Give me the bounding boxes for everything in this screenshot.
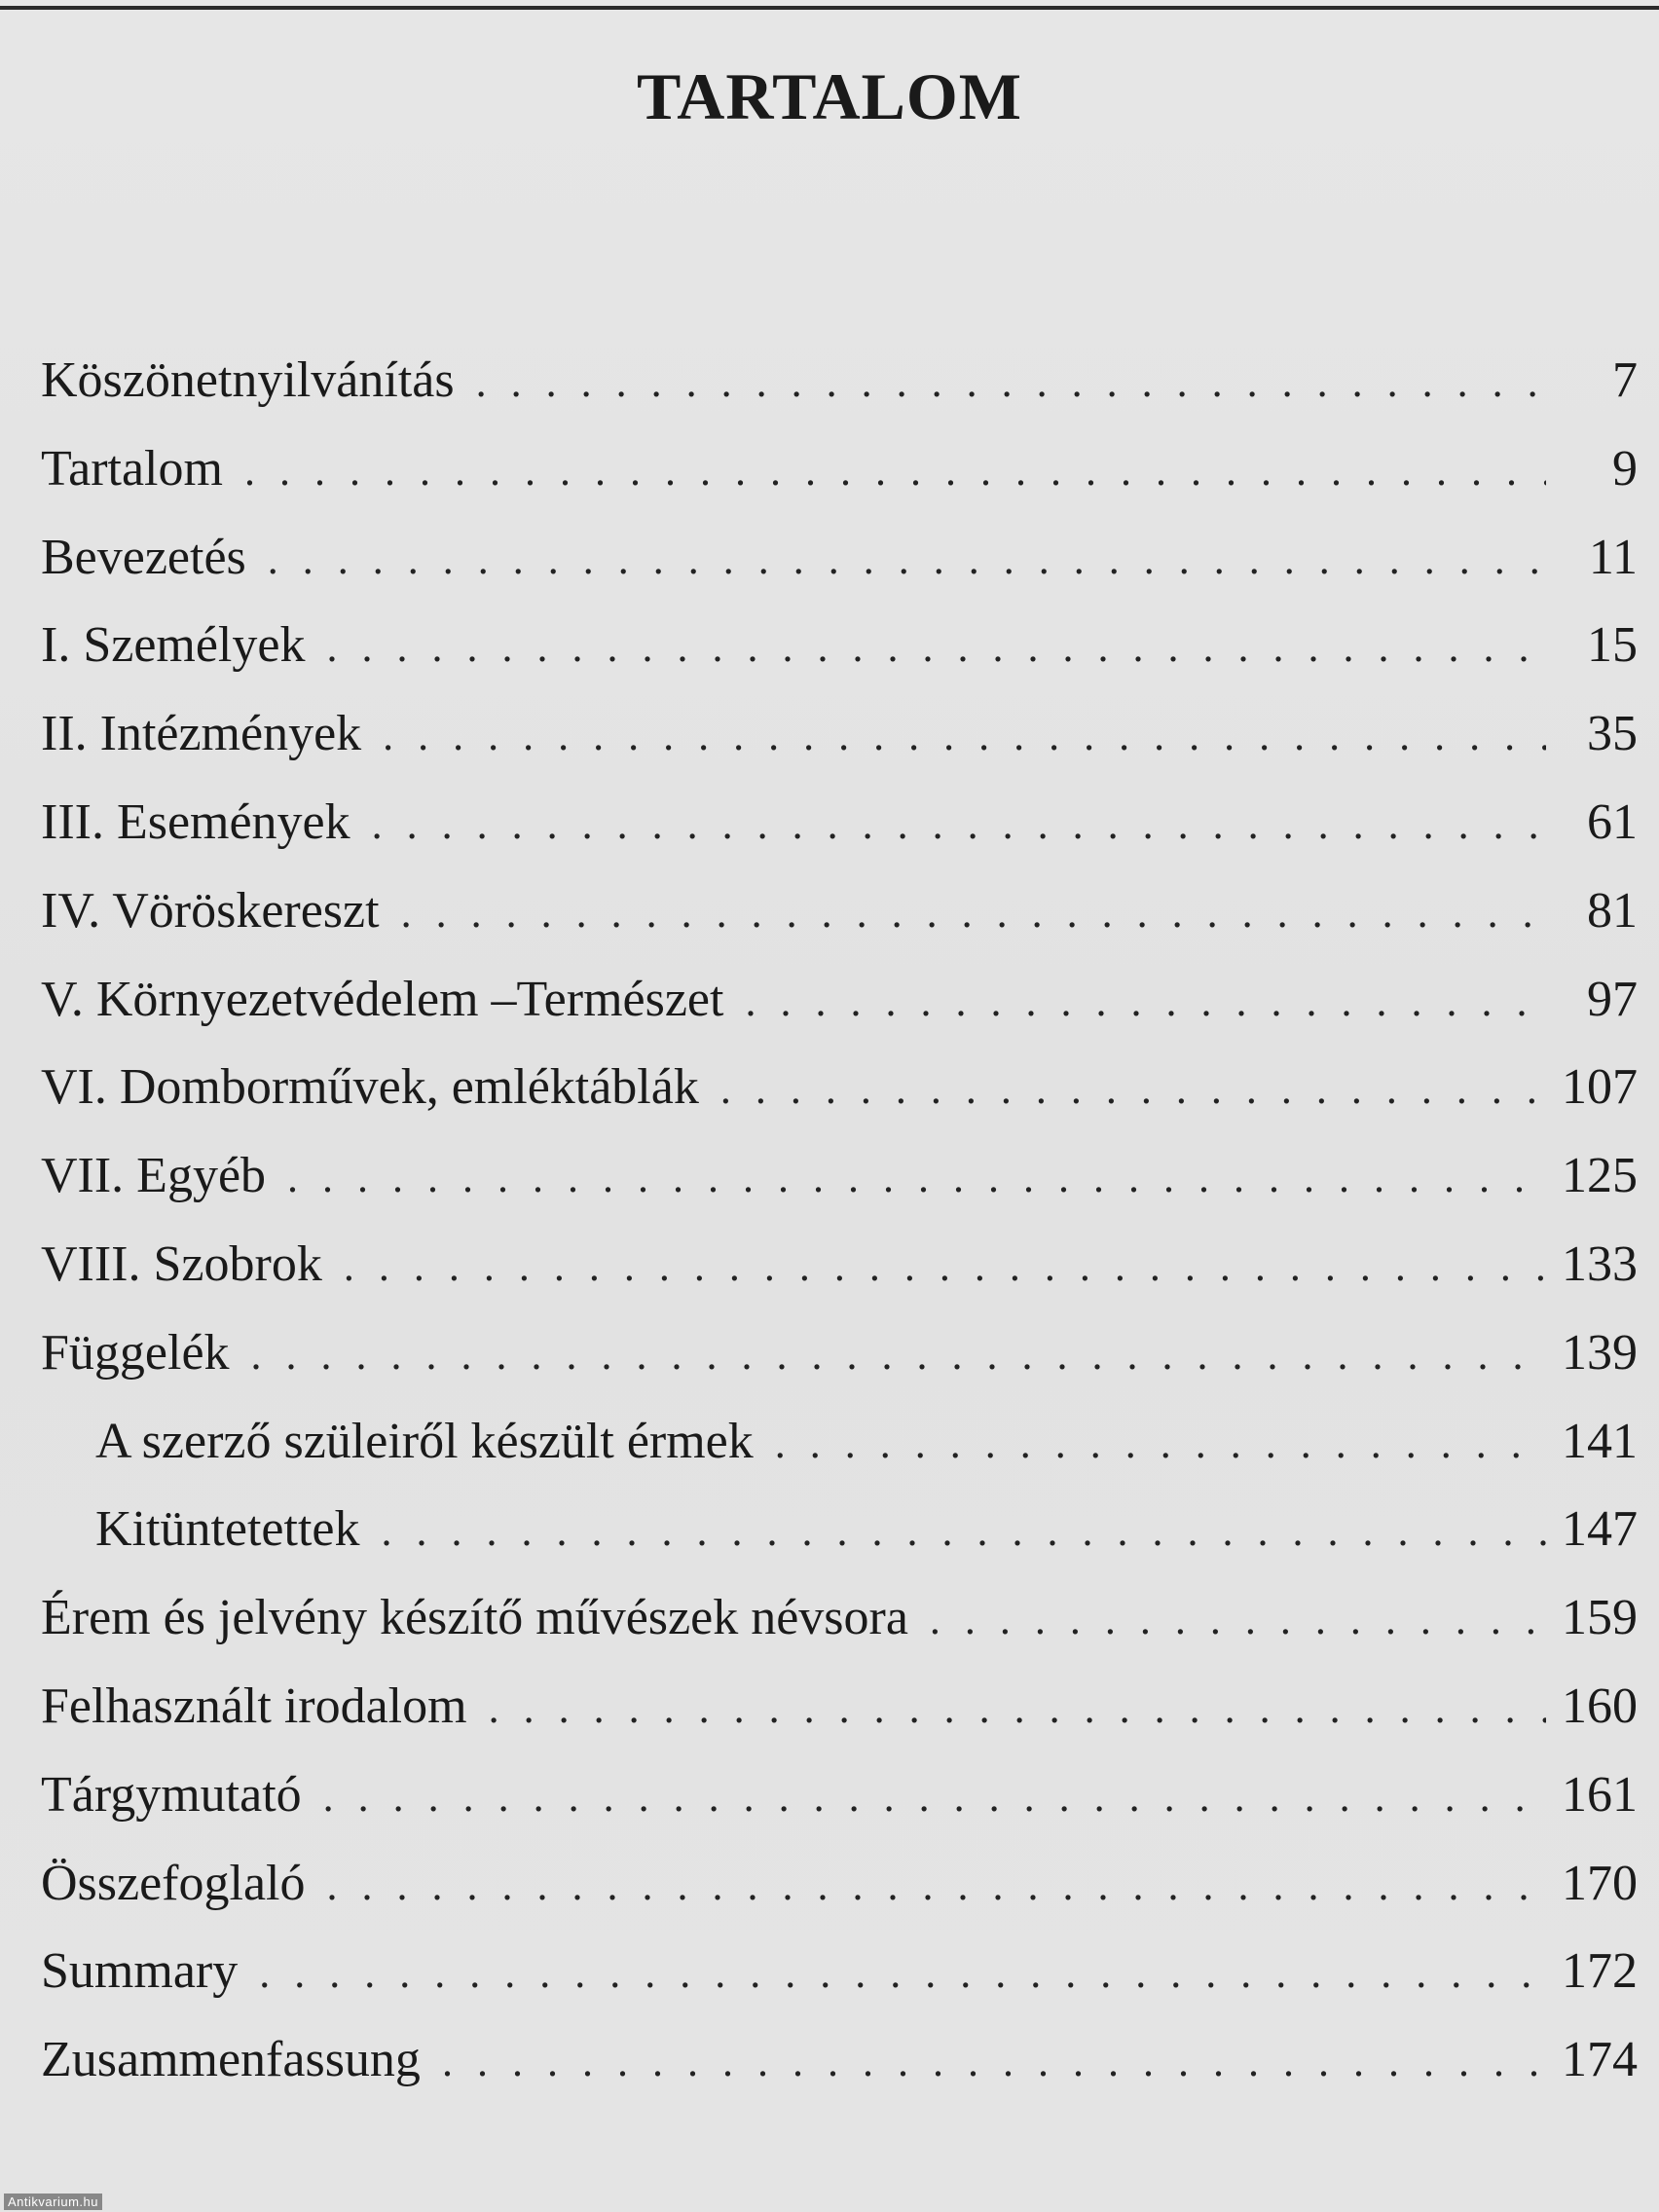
toc-entry (41, 779, 1638, 867)
toc-dot-leader (383, 692, 1546, 780)
toc-entry-label: Érem és jelvény készítő művészek névsora (41, 1590, 908, 1646)
toc-entry-page-number: 15 (1587, 617, 1638, 674)
toc-entry (41, 1221, 1638, 1309)
toc-entry-page-number: 160 (1562, 1677, 1638, 1734)
toc-entry-label: II. Intézmények (41, 706, 362, 762)
toc-entry (41, 1663, 1638, 1751)
toc-entry (41, 1398, 1638, 1487)
toc-entry-page-number: 172 (1562, 1943, 1638, 2000)
toc-entry-page-number: 97 (1587, 971, 1638, 1027)
toc-entry (41, 2016, 1638, 2105)
toc-entry-label: Bevezetés (41, 529, 246, 585)
toc-entry-page-number: 170 (1562, 1855, 1638, 1911)
page-title: TARTALOM (637, 59, 1022, 133)
toc-entry (41, 425, 1638, 514)
toc-entry (41, 956, 1638, 1045)
toc-entry-label: IV. Vöröskereszt (41, 882, 380, 939)
toc-dot-leader (259, 1930, 1546, 2017)
toc-entry-page-number: 139 (1562, 1324, 1638, 1381)
toc-dot-leader (251, 1311, 1546, 1399)
toc-dot-leader (244, 427, 1546, 515)
toc-entry-label: Felhasznált irodalom (41, 1677, 467, 1734)
toc-entry-page-number: 11 (1588, 529, 1638, 585)
toc-entry (41, 1751, 1638, 1840)
toc-entry (41, 1486, 1638, 1574)
watermark: Antikvarium.hu (4, 2194, 102, 2210)
toc-entry (41, 867, 1638, 956)
toc-entry-page-number: 174 (1562, 2032, 1638, 2088)
toc-dot-leader (287, 1134, 1546, 1222)
toc-entry (41, 1574, 1638, 1663)
toc-entry-label: A szerző szüleiről készült érmek (95, 1413, 754, 1469)
toc-entry-page-number: 141 (1562, 1413, 1638, 1469)
toc-entry-label: I. Személyek (41, 617, 306, 674)
toc-entry-page-number: 35 (1587, 706, 1638, 762)
toc-entry-page-number: 159 (1562, 1590, 1638, 1646)
toc-entry-label: VI. Domborművek, emléktáblák (41, 1059, 699, 1116)
table-of-contents (41, 337, 1638, 2105)
toc-dot-leader (323, 1753, 1546, 1841)
toc-entry-page-number: 125 (1562, 1148, 1638, 1204)
toc-entry-page-number: 61 (1587, 793, 1638, 850)
toc-dot-leader (381, 1488, 1546, 1575)
toc-entry-label: III. Események (41, 793, 350, 850)
toc-entry-label: Összefoglaló (41, 1855, 306, 1911)
toc-dot-leader (489, 1665, 1546, 1752)
toc-entry-label: Tartalom (41, 440, 223, 497)
toc-entry (41, 1309, 1638, 1398)
toc-dot-leader (442, 2018, 1546, 2106)
toc-entry (41, 1928, 1638, 2016)
toc-dot-leader (372, 781, 1546, 868)
toc-entry-label: Kitüntetettek (95, 1501, 360, 1558)
toc-entry (41, 1132, 1638, 1221)
toc-entry-label: Köszönetnyilvánítás (41, 352, 455, 408)
toc-dot-leader (326, 604, 1546, 691)
toc-entry (41, 1044, 1638, 1132)
toc-dot-leader (476, 339, 1546, 426)
toc-dot-leader (775, 1400, 1546, 1488)
toc-entry-page-number: 81 (1587, 882, 1638, 939)
toc-dot-leader (720, 1046, 1546, 1133)
toc-dot-leader (326, 1842, 1546, 1930)
toc-entry-page-number: 9 (1612, 440, 1638, 497)
toc-entry-label: VIII. Szobrok (41, 1235, 322, 1292)
toc-entry (41, 514, 1638, 603)
toc-entry-label: Tárgymutató (41, 1766, 302, 1823)
toc-entry (41, 1840, 1638, 1929)
toc-entry-page-number: 133 (1562, 1235, 1638, 1292)
toc-entry-label: VII. Egyéb (41, 1148, 267, 1204)
toc-entry-page-number: 7 (1612, 352, 1638, 408)
toc-dot-leader (268, 516, 1546, 604)
top-rule (0, 6, 1659, 10)
toc-dot-leader (401, 869, 1546, 957)
toc-entry (41, 602, 1638, 690)
toc-entry-label: Zusammenfassung (41, 2032, 421, 2088)
toc-entry (41, 337, 1638, 425)
toc-entry-label: V. Környezetvédelem –Természet (41, 971, 724, 1027)
toc-dot-leader (930, 1576, 1546, 1664)
toc-dot-leader (344, 1223, 1546, 1310)
toc-entry-page-number: 147 (1562, 1501, 1638, 1558)
toc-entry-label: Summary (41, 1943, 239, 2000)
toc-entry-label: Függelék (41, 1324, 230, 1381)
toc-entry (41, 690, 1638, 779)
toc-entry-page-number: 107 (1562, 1059, 1638, 1116)
toc-dot-leader (745, 958, 1546, 1046)
toc-entry-page-number: 161 (1562, 1766, 1638, 1823)
